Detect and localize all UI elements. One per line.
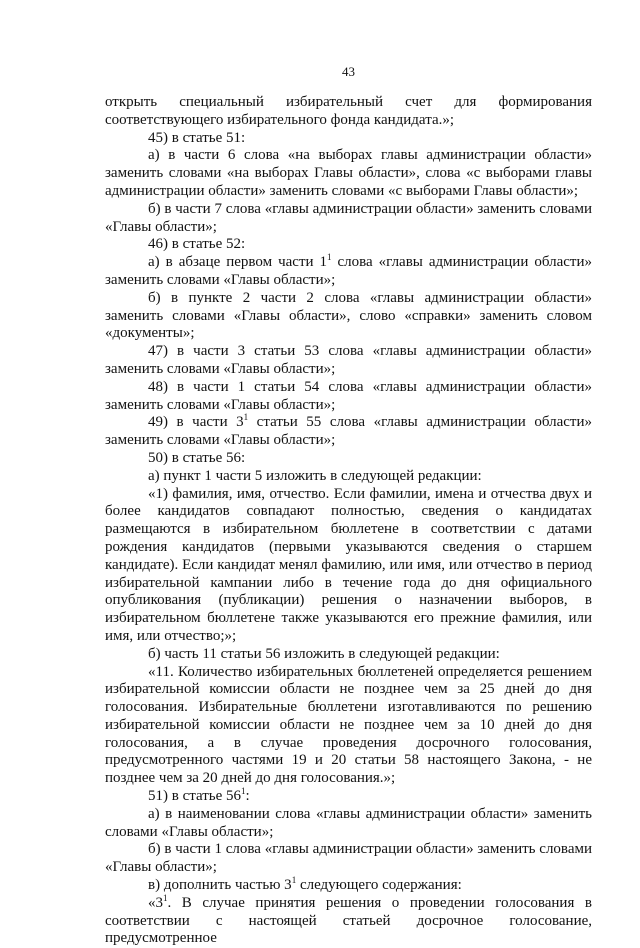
paragraph: «11. Количество избирательных бюллетеней определяется решением избирательной комиссии области не позднее чем за 25 дней до дня голосования. Избирательные бюллетени изготавливаются по решению избирательной комиссии области не позднее чем за 10 дней до дня голосования, а в случае проведения досрочного голосования, предусмотренного частями 19 и 20 статьи 58 настоящего Закона, - не позднее чем за 20 дней до дня голосования.»; — [105, 663, 592, 787]
paragraph: б) в части 7 слова «главы администрации области» заменить словами «Главы области»; — [105, 200, 592, 235]
paragraph: а) пункт 1 части 5 изложить в следующей редакции: — [148, 467, 482, 484]
paragraph-text: 49) в части 3 — [148, 414, 244, 431]
paragraph: 47) в части 3 статьи 53 слова «главы администрации области» заменить словами «Главы области»; — [105, 343, 592, 377]
paragraph-text: следующего содержания: — [296, 877, 462, 894]
paragraph: 50) в статье 56: — [148, 449, 246, 466]
paragraph — [105, 892, 592, 948]
page-number: 43 — [342, 64, 355, 79]
paragraph-text: слова «главы администрации области» заменить словами «Главы области»; — [105, 254, 592, 288]
superscript-index: 1 — [327, 252, 332, 263]
paragraph-text: : — [245, 788, 250, 805]
paragraph — [105, 254, 592, 290]
superscript-index: 1 — [241, 786, 246, 797]
paragraph: а) в части 6 слова «на выборах главы администрации области» заменить словами «на выборах Главы области», слова «с выборами главы администрации области» заменить словами «с выборами Главы области»; — [105, 147, 592, 199]
paragraph: а) в наименовании слова «главы администрации области» заменить словами «Главы области»; — [105, 805, 592, 840]
paragraph: 48) в части 1 статьи 54 слова «главы администрации области» заменить словами «Главы области»; — [105, 378, 592, 413]
paragraph: б) в пункте 2 части 2 слова «главы администрации области» заменить словами «Главы области», слово «справки» заменить словом «документы»; — [105, 289, 592, 342]
paragraph-text: 51) в статье 56 — [148, 788, 242, 805]
paragraph-text: а) в абзаце первом части 1 — [148, 254, 328, 271]
paragraph: б) часть 11 статьи 56 изложить в следующей редакции: — [148, 645, 500, 662]
superscript-index: 1 — [163, 892, 168, 903]
paragraph: «1) фамилия, имя, отчество. Если фамилии, имена и отчества двух и более кандидатов совпадают полностью, сведения о кандидатах размещаются в избирательном бюллетене в соответствии с датами рождения кандидатов (первыми указываются сведения о старшем кандидате). Если кандидат менял фамилию, или имя, или отчество в период избирательной кампании либо в течение года до дня официального опубликования (публикации) решения о назначении выборов, в избирательном бюллетене также указываются его прежние фамилия, или имя, или отчество;»; — [105, 485, 592, 644]
paragraph — [105, 877, 592, 895]
document-body — [105, 94, 592, 948]
paragraph-text: статьи 55 слова «главы администрации области» заменить словами «Главы области»; — [105, 414, 592, 449]
paragraph-text: в) дополнить частью 3 — [148, 877, 292, 894]
paragraph: б) в части 1 слова «главы администрации области» заменить словами «Главы области»; — [105, 841, 592, 876]
paragraph: 46) в статье 52: — [148, 236, 246, 253]
paragraph-text: «3 — [148, 894, 163, 911]
paragraph: 45) в статье 51: — [148, 129, 246, 146]
paragraph-text: . В случае принятия решения о проведении голосования в соответствии с настоящей статьей досрочное голосование, предусмотренное — [105, 894, 592, 947]
superscript-index: 1 — [291, 875, 297, 886]
paragraph — [105, 788, 592, 806]
paragraph — [105, 414, 592, 450]
superscript-index: 1 — [243, 412, 249, 423]
paragraph: открыть специальный избирательный счет для формирования соответствующего избирательного фонда кандидата.»; — [105, 94, 592, 128]
